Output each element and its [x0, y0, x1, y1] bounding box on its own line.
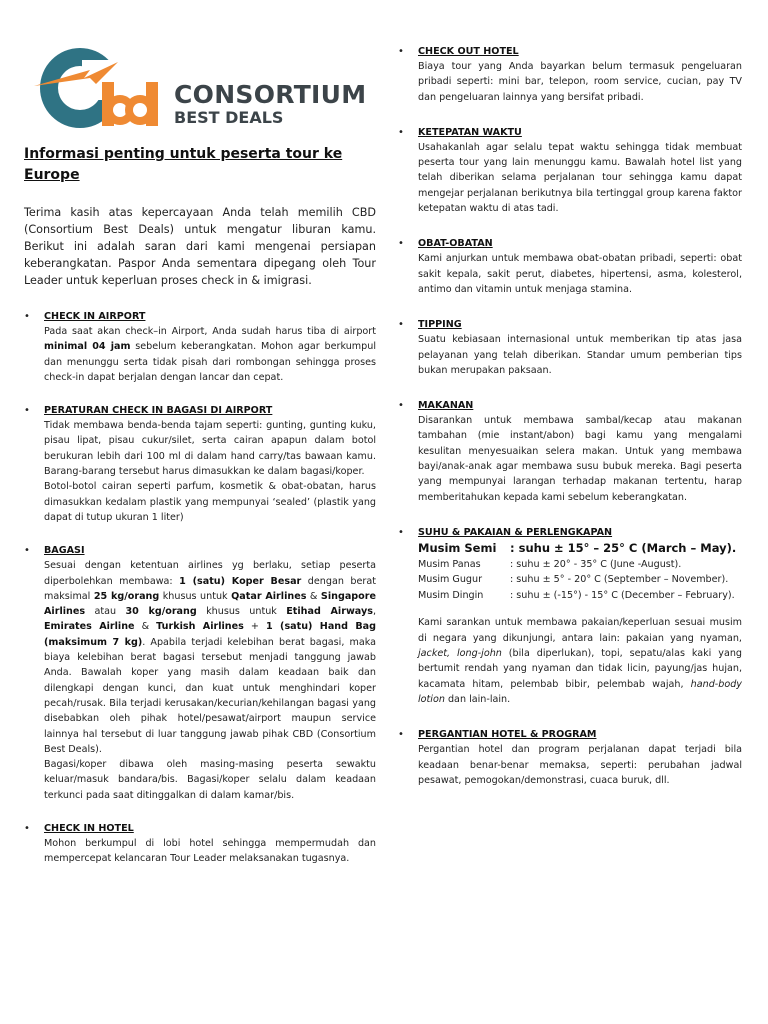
section-heading: CHECK IN HOTEL: [44, 823, 134, 835]
page-title: Informasi penting untuk peserta tour ke Europe: [24, 146, 343, 183]
section-text: Tidak membawa benda-benda tajam seperti: gunting, gunting kuku, pisau lipat, pisau cukur/silet, serta cairan apapun dalam botol berukuran lebih dari 100 ml di dalam hand carry/tas bawaan kamu. Barang-barang tersebut harus dimasukkan ke dalam bagasi/koper.: [44, 420, 376, 478]
section-heading: BAGASI: [44, 545, 85, 557]
section-text: Biaya tour yang Anda bayarkan belum termasuk pengeluaran pribadi seperti: mini bar, telepon, room service, cucian, pay TV dan pengeluaran lainnya yang bersifat pribadi.: [418, 61, 742, 103]
section-heading: CHECK IN AIRPORT: [44, 311, 146, 322]
season-name: Musim Panas: [418, 558, 481, 570]
section-text: Disarankan untuk membawa sambal/kecap atau makanan tambahan (mie instant/abon) bagi kamu yang mengalami kesulitan menyesuaikan selera makan. Untuk yang membawa bayi/anak-anak agar membawa susu bubuk mereka. Bagi peserta yang mempunyai larangan terhadap makanan tertentu, harap memberitahukan kepada kami sebelum keberangkatan.: [418, 415, 742, 503]
section-text: Pergantian hotel dan program perjalanan dapat terjadi bila keadaan benar-benar memaksa, seperti: perubahan jadwal pesawat, pemogokan/demonstrasi, cuaca buruk, dll.: [418, 744, 742, 786]
section-heading: TIPPING: [418, 319, 462, 331]
section-heading: MAKANAN: [418, 400, 474, 412]
section-text: Mohon berkumpul di lobi hotel sehingga mempermudah dan mempercepat kelancaran Tour Leader melaksanakan tugasnya.: [44, 838, 376, 865]
section-ketepatan-waktu: [398, 125, 742, 216]
intro-paragraph: Terima kasih atas kepercayaan Anda telah memilih CBD (Consortium Best Deals) untuk mengatur liburan kamu. Berikut ini adalah saran dari kami mengenai persiapan keberangkatan. Paspor Anda sementara dipegang oleh Tour Leader untuk keperluan proses check in & imigrasi.: [24, 206, 376, 287]
brand-name: CONSORTIUM: [174, 80, 367, 109]
season-row: [418, 572, 742, 588]
section-bagasi-rules: [24, 403, 376, 525]
section-text: Usahakanlah agar selalu tepat waktu sehingga tidak membuat peserta tour yang lain menunggu kamu. Bawalah hotel list yang telah diberikan selama perjalanan tour sehingga kamu dapat mengejar perjalanan berikutnya bila tertinggal group karena faktor ketepatan waktu di atas tadi.: [418, 141, 742, 215]
company-logo: [24, 40, 376, 132]
section-pergantian: [398, 727, 742, 788]
cbd-logo-icon: [32, 40, 164, 132]
bullet-icon: •: [24, 405, 30, 417]
season-info: : suhu ± (-15°) - 15° C (December – February).: [510, 589, 735, 601]
section-checkin-airport: [24, 309, 376, 385]
bullet-icon: •: [398, 319, 404, 331]
section-text: Botol-botol cairan seperti parfum, kosmetik & obat-obatan, harus dimasukkan kedalam plastik yang mempunyai ‘sealed’ (plastik yang dapat di tutup ukuran 1 liter): [44, 481, 376, 523]
section-text: Kami anjurkan untuk membawa obat-obatan pribadi, seperti: obat sakit kepala, sakit perut, diabetes, hipertensi, asma, kolesterol, antimo dan vitamin untuk menjaga stamina.: [418, 253, 742, 295]
section-checkin-hotel: [24, 821, 376, 867]
bullet-icon: •: [24, 311, 30, 322]
section-heading: PERGANTIAN HOTEL & PROGRAM: [418, 729, 597, 741]
section-heading: SUHU & PAKAIAN & PERLENGKAPAN: [418, 526, 613, 538]
season-info: : suhu ± 5° - 20° C (September – November).: [510, 574, 729, 586]
brand-tagline: BEST DEALS: [174, 108, 284, 127]
section-text: Pada saat akan check–in Airport, Anda sudah harus tiba di airport minimal 04 jam sebelum keberangkatan. Mohon agar berkumpul dan menunggu serta tidak pisah dari rombongan sehingga proses check-in dapat berjalan dengan lancar dan cepat.: [44, 326, 376, 383]
season-name: Musim Dingin: [418, 589, 484, 601]
right-column: [398, 44, 742, 788]
section-heading: KETEPATAN WAKTU: [418, 126, 522, 138]
bullet-icon: •: [398, 238, 404, 250]
bullet-icon: •: [398, 729, 404, 741]
bullet-icon: •: [398, 400, 404, 412]
section-suhu-pakaian: [398, 525, 742, 707]
season-name: Musim Gugur: [418, 574, 483, 586]
season-row: [418, 540, 742, 557]
left-column: [24, 40, 376, 867]
right-section-list: [398, 44, 742, 788]
bullet-icon: •: [398, 126, 404, 138]
season-name: Musim Semi: [418, 540, 497, 555]
section-text: Suatu kebiasaan internasional untuk memberikan tip atas jasa pelayanan yang telah diberikan. Standar umum pemberian tips bukan merupakan paksaan.: [418, 334, 742, 376]
section-text: Bagasi/koper dibawa oleh masing-masing peserta sewaktu keluar/masuk bandara/bis. Bagasi/koper selalu dalam keadaan terkunci pada saat ditinggalkan di dalam kamar/bis.: [44, 759, 376, 801]
section-bagasi: [24, 543, 376, 803]
bullet-icon: •: [398, 526, 404, 538]
section-heading: CHECK OUT HOTEL: [418, 46, 519, 57]
left-section-list: [24, 309, 376, 867]
bullet-icon: •: [398, 46, 404, 57]
section-obat-obatan: [398, 236, 742, 297]
season-info: : suhu ± 20° - 35° C (June -August).: [510, 558, 682, 570]
section-text: Sesuai dengan ketentuan airlines yg berlaku, setiap peserta diperbolehkan membawa: 1 (satu) Koper Besar dengan berat maksimal 25 kg/orang khusus untuk Qatar Airlines & Singapore Airlines atau 30 kg/orang khusus untuk Etihad Airways, Emirates Airline & Turkish Airlines + 1 (satu) Hand Bag (maksimum 7 kg). Apabila terjadi kelebihan berat bagasi, maka biaya kelebihan berat bagasi tersebut menjadi tanggung jawab Anda. Bawalah koper yang masih dalam keadaan baik dan dilengkapi dengan kunci, dan kuat untuk menghindari koper pecah/rusak. Bila terjadi kerusakan/kecurian/kehilangan bagasi yang disebabkan oleh pihak hotel/pesawat/airport maupun service lainnya hal tersebut di luar tanggung jawab pihak CBD (Consortium Best Deals).: [44, 560, 377, 755]
bullet-icon: •: [24, 545, 30, 557]
section-makanan: [398, 398, 742, 505]
bullet-icon: •: [24, 823, 30, 835]
season-info: : suhu ± 15° – 25° C (March – May).: [510, 540, 737, 555]
section-heading: PERATURAN CHECK IN BAGASI DI AIRPORT: [44, 405, 273, 417]
clothing-note: Kami sarankan untuk membawa pakaian/keperluan sesuai musim di negara yang dikunjungi, antara lain: pakaian yang nyaman, jacket, long-john (bila diperlukan), topi, sepatu/alas kaki yang bertumit rendah yang nyaman dan tidak licin, payung/jas hujan, kacamata hitam, pelembab bibir, pelembab wajah, hand-body lotion dan lain-lain.: [418, 617, 742, 705]
season-row: [418, 557, 742, 573]
section-checkout-hotel: [398, 44, 742, 105]
season-row: [418, 588, 742, 604]
section-heading: OBAT-OBATAN: [418, 238, 493, 250]
section-tipping: [398, 317, 742, 378]
